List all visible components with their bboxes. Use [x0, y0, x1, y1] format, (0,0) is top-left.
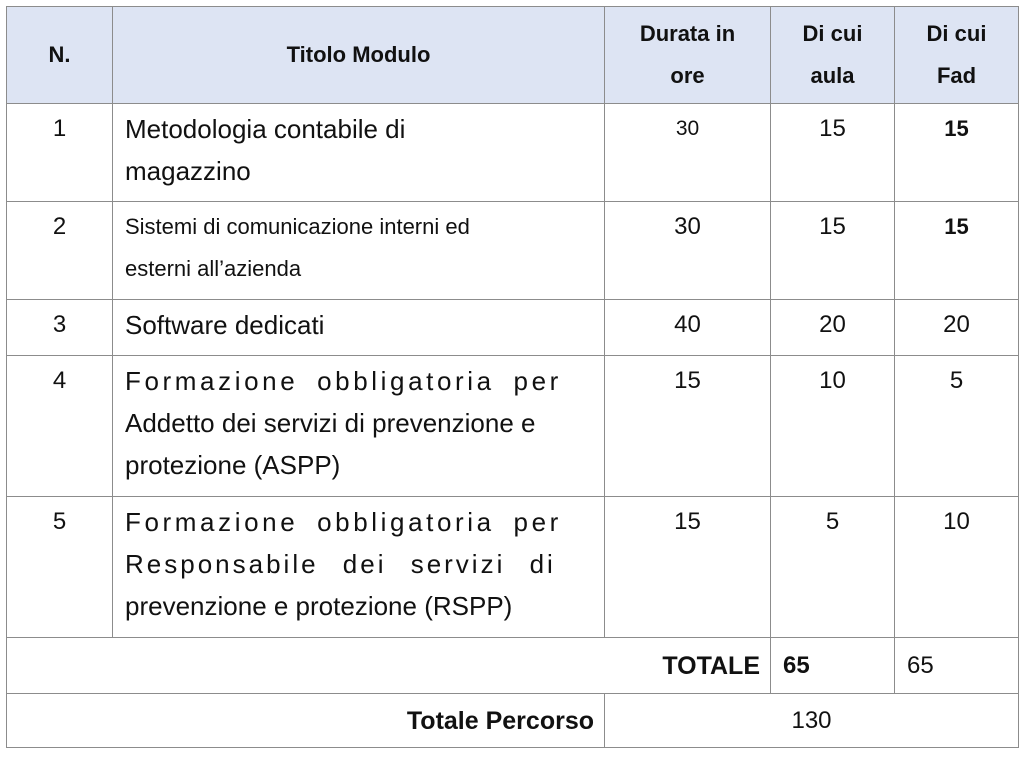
header-durata [605, 7, 771, 104]
header-fad [895, 7, 1019, 104]
header-n: N. [7, 7, 113, 104]
header-aula-line2: aula [810, 63, 855, 88]
table-row [7, 104, 1019, 202]
row-number: 3 [7, 300, 113, 356]
header-durata-line1: Durata in [639, 21, 736, 46]
row-number: 4 [7, 356, 113, 497]
fad-value: 15 [895, 104, 1019, 202]
module-title-line: protezione (ASPP) [125, 450, 341, 480]
table-row [7, 497, 1019, 638]
header-fad-line2: Fad [936, 63, 977, 88]
module-title [113, 300, 605, 356]
totale-percorso-value: 130 [605, 694, 1019, 748]
totale-percorso-label: Totale Percorso [7, 694, 605, 748]
totale-label: TOTALE [7, 638, 771, 694]
durata-value: 30 [605, 104, 771, 202]
row-number: 1 [7, 104, 113, 202]
module-title-line: Software dedicati [125, 310, 325, 340]
totale-percorso-row [7, 694, 1019, 748]
module-title [113, 356, 605, 497]
module-title-line: Metodologia contabile di [125, 114, 406, 144]
module-title-line: esterni all’azienda [125, 256, 302, 281]
header-durata-line2: ore [670, 63, 705, 88]
durata-value: 15 [605, 356, 771, 497]
aula-value: 15 [771, 104, 895, 202]
durata-value: 30 [605, 202, 771, 300]
module-title-line: Responsabile dei servizi di [125, 549, 556, 579]
row-number: 5 [7, 497, 113, 638]
fad-value: 20 [895, 300, 1019, 356]
module-title [113, 202, 605, 300]
aula-value: 15 [771, 202, 895, 300]
totale-fad-value: 65 [895, 638, 1019, 694]
totale-aula-value: 65 [771, 638, 895, 694]
header-fad-line1: Di cui [926, 21, 987, 46]
header-titolo: Titolo Modulo [113, 7, 605, 104]
module-title-line: Formazione obbligatoria per [125, 507, 562, 537]
table-row [7, 356, 1019, 497]
aula-value: 20 [771, 300, 895, 356]
header-row [7, 7, 1019, 104]
header-aula-line1: Di cui [802, 21, 863, 46]
module-title-line: Formazione obbligatoria per [125, 366, 562, 396]
table-row [7, 300, 1019, 356]
modules-table-wrapper [6, 6, 1019, 748]
header-aula [771, 7, 895, 104]
aula-value: 5 [771, 497, 895, 638]
aula-value: 10 [771, 356, 895, 497]
module-title [113, 497, 605, 638]
fad-value: 10 [895, 497, 1019, 638]
modules-table [6, 6, 1019, 748]
module-title-line: Addetto dei servizi di prevenzione e [125, 408, 536, 438]
fad-value: 5 [895, 356, 1019, 497]
durata-value: 40 [605, 300, 771, 356]
totale-row [7, 638, 1019, 694]
module-title-line: Sistemi di comunicazione interni ed [125, 214, 470, 239]
module-title-line: prevenzione e protezione (RSPP) [125, 591, 513, 621]
module-title-line: magazzino [125, 156, 251, 186]
durata-value: 15 [605, 497, 771, 638]
table-row [7, 202, 1019, 300]
module-title [113, 104, 605, 202]
row-number: 2 [7, 202, 113, 300]
fad-value: 15 [895, 202, 1019, 300]
